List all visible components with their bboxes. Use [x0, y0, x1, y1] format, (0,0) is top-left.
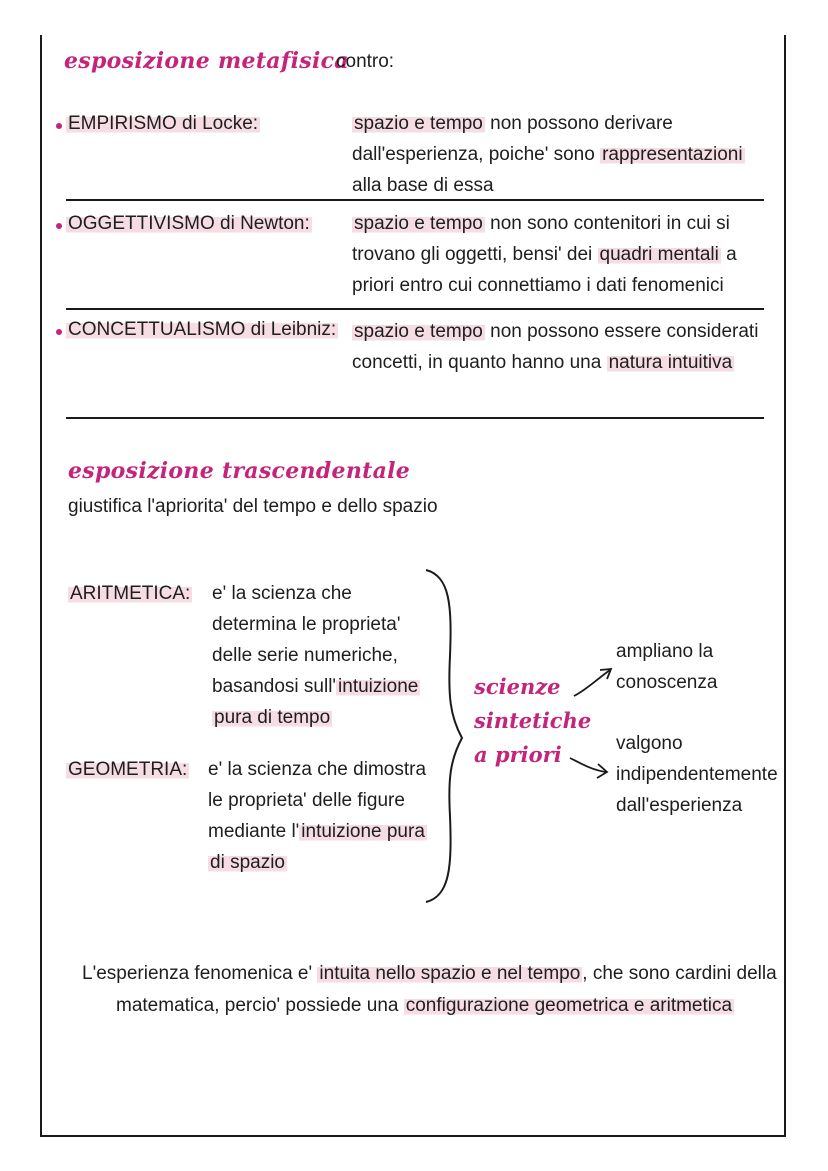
conceptualism-text: spazio e tempo non possono essere considerati concetti, in quanto hanno una natura intuitiva [352, 321, 759, 373]
arrow-up-icon [570, 664, 620, 704]
upper-result: ampliano la conoscenza [616, 641, 718, 693]
divider [66, 199, 764, 201]
section-divider [66, 417, 764, 419]
conclusion-line-2: matematica, percio' possiede una configurazione geometrica e aritmetica [116, 995, 733, 1016]
divider [66, 308, 764, 310]
conceptualism-label: CONCETTUALISMO di Leibniz: [68, 319, 337, 340]
arithmetic-text: e' la scienza che determina le proprieta' delle serie numeriche, basandosi sull' intuizione pura di tempo [212, 583, 419, 728]
page-border-bottom [40, 1135, 786, 1137]
metaphysical-title: esposizione metafisica [64, 48, 349, 74]
bullet-dot [56, 123, 62, 129]
curly-brace [420, 566, 460, 906]
transcendental-subtitle: giustifica l'apriorita' del tempo e dello spazio [68, 496, 438, 517]
arithmetic-label: ARITMETICA: [70, 583, 191, 604]
lower-result: valgono indipendentemente dall'esperienza [616, 733, 778, 816]
bullet-dot [56, 329, 62, 335]
arrow-down-icon [568, 754, 618, 784]
bullet-dot [56, 223, 62, 229]
empiricism-label: EMPIRISMO di Locke: [68, 113, 259, 134]
objectivism-text: spazio e tempo non sono contenitori in cui si trovano gli oggetti, bensi' dei quadri mentali a priori entro cui connettiamo i dati fenomenici [352, 213, 737, 296]
against-label: contro: [336, 51, 395, 72]
objectivism-label: OGGETTIVISMO di Newton: [68, 213, 310, 234]
page-border-left [40, 35, 42, 1137]
transcendental-title: esposizione trascendentale [68, 458, 411, 484]
empiricism-text: spazio e tempo non possono derivare dall'esperienza, poiche' sono rappresentazioni alla base di essa [352, 113, 743, 196]
conclusion-line-1: L'esperienza fenomenica e' intuita nello spazio e nel tempo , che sono cardini della [82, 963, 777, 984]
geometry-label: GEOMETRIA: [68, 759, 188, 780]
geometry-text: e' la scienza che dimostra le proprieta' delle figure mediante l' intuizione pura di spazio [208, 759, 427, 873]
page-border-right [784, 35, 786, 1137]
center-label: scienze sintetiche a priori [474, 674, 592, 767]
